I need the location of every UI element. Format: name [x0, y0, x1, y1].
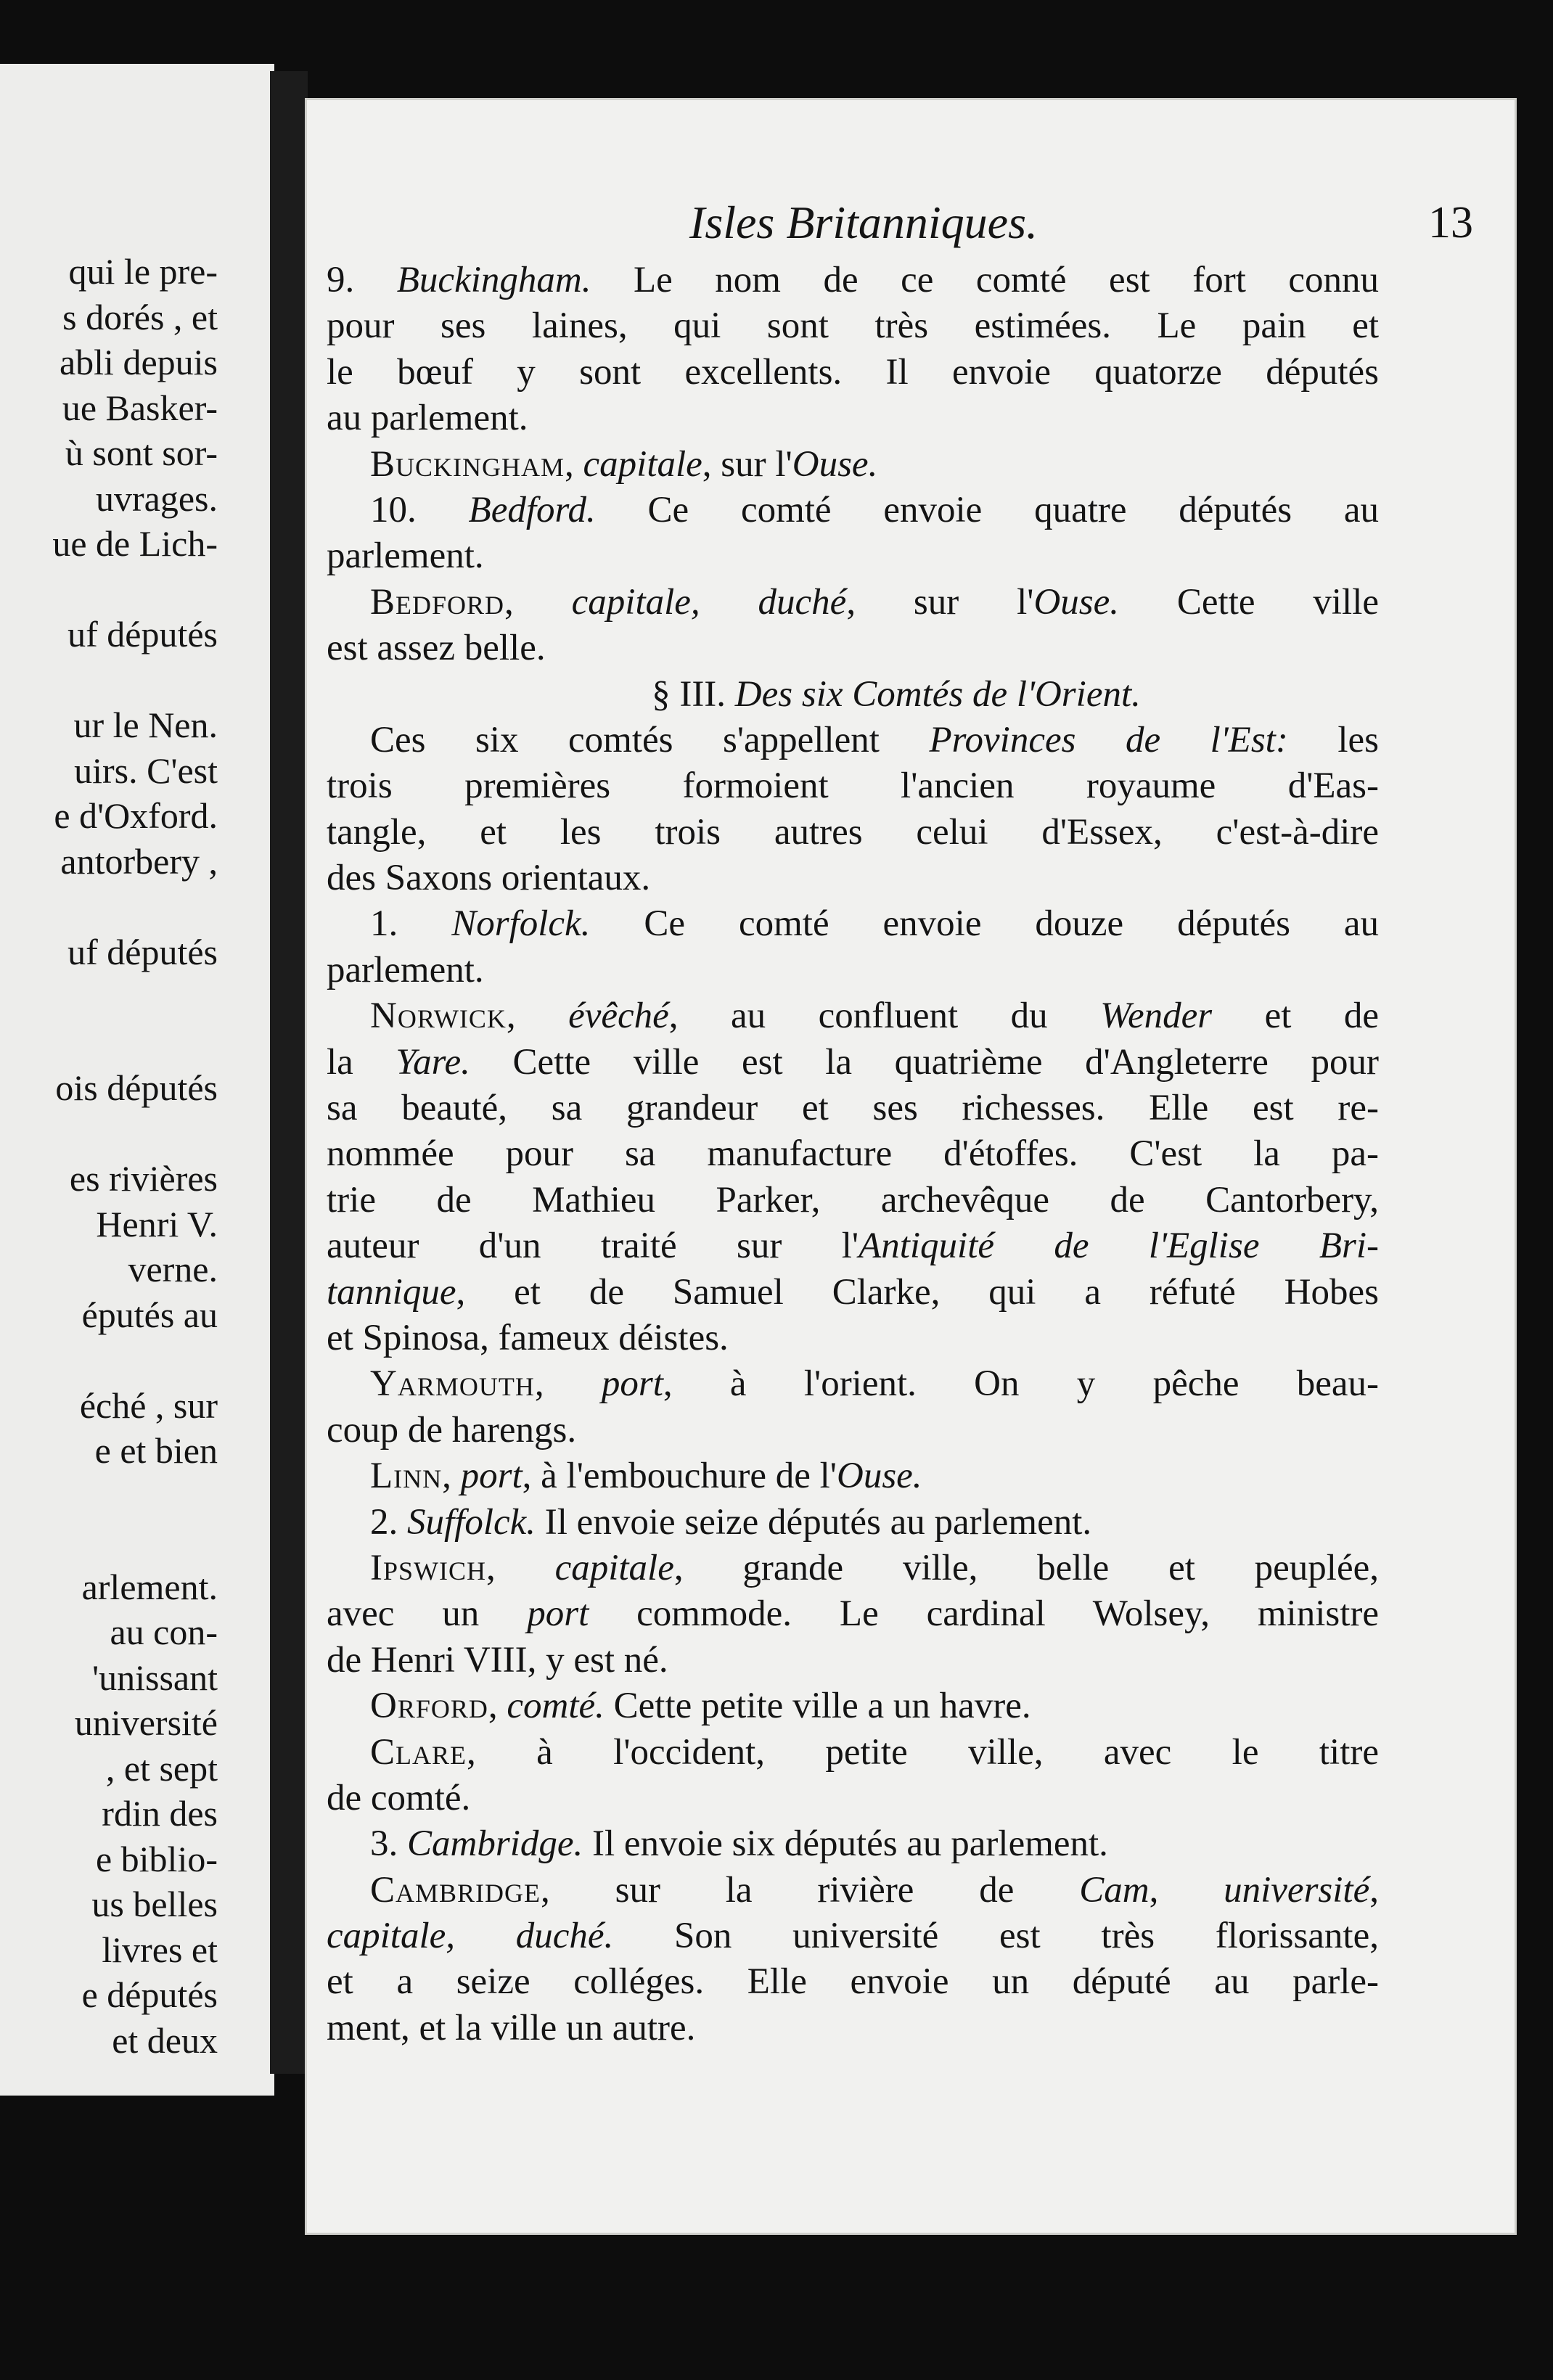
text-run: commode. Le cardinal Wolsey, ministre — [589, 1593, 1379, 1635]
text-run: , au confluent du — [668, 996, 1101, 1037]
text-line — [327, 1683, 1379, 1729]
text-run: , — [442, 1456, 461, 1497]
facing-page-line: uf députés — [67, 614, 218, 654]
italic-text: Cambridge. — [407, 1823, 583, 1865]
facing-page-line — [0, 1111, 218, 1157]
facing-page-line: arlement. — [81, 1566, 218, 1607]
facing-page-line: antorbery , — [60, 840, 218, 882]
text-run: , — [506, 996, 569, 1037]
text-run: Ces six comtés s'appellent — [370, 719, 930, 760]
facing-page-line: ue Basker- — [62, 387, 218, 428]
facing-page-line: 'unissant — [92, 1657, 218, 1698]
text-line — [327, 1178, 1379, 1223]
text-run: ment, et la ville un autre. — [327, 2007, 696, 2048]
facing-page-line — [0, 1020, 218, 1066]
text-run: coup de harengs. — [327, 1409, 577, 1450]
text-line — [327, 1730, 1379, 1776]
facing-page-text — [0, 249, 218, 2063]
facing-page-line: livres et — [102, 1929, 218, 1970]
text-run: Ce comté envoie douze députés au — [590, 903, 1380, 945]
text-line — [327, 1913, 1379, 1959]
facing-page-line: qui le pre- — [68, 251, 218, 292]
place-name: Buckingham — [370, 443, 565, 485]
facing-page-fragment — [0, 64, 274, 2096]
text-run: avec un — [327, 1593, 528, 1635]
text-run: Cette petite ville a un havre. — [604, 1686, 1031, 1727]
text-line — [327, 763, 1379, 809]
italic-text: capitale, duché. — [327, 1916, 614, 1957]
text-run: , — [1369, 1869, 1379, 1911]
text-line — [327, 1591, 1379, 1637]
text-run: trois premières formoient l'ancien royaume d'Eas- — [327, 766, 1379, 807]
text-run: nommée pour sa manufacture d'étoffes. C'est la pa- — [327, 1133, 1379, 1175]
facing-page-line — [0, 657, 218, 703]
text-line — [327, 350, 1379, 395]
text-run: 3. — [370, 1823, 407, 1865]
text-line — [327, 1361, 1379, 1407]
italic-text: Wender — [1100, 996, 1213, 1037]
facing-page-line: s dorés , et — [62, 296, 218, 337]
text-run: au parlement. — [327, 398, 528, 439]
text-line — [327, 810, 1379, 855]
text-line — [327, 1270, 1379, 1316]
page-number: 13 — [1428, 198, 1473, 247]
section-heading — [327, 672, 1379, 718]
text-run: , — [534, 1363, 602, 1405]
text-line — [327, 1223, 1379, 1269]
text-run: Son université est très florissante, — [613, 1916, 1379, 1957]
text-line — [327, 488, 1379, 533]
facing-page-line: au con- — [110, 1612, 218, 1652]
italic-text: Ouse. — [792, 443, 878, 485]
text-run: est assez belle. — [327, 628, 546, 669]
facing-page-line: abli depuis — [59, 342, 218, 382]
facing-page-line: e d'Oxford. — [54, 795, 218, 836]
italic-text: Buckingham. — [396, 260, 591, 300]
text-run: tangle, et les trois autres celui d'Essex, c'est-à-dire — [327, 811, 1379, 853]
text-run: 10. — [370, 489, 469, 530]
text-run: Cette ville est la quatrième d'Angleterre pour — [470, 1041, 1379, 1083]
italic-text: Provinces de l'Est: — [929, 719, 1288, 760]
facing-page-line: rdin des — [102, 1793, 218, 1834]
text-line — [327, 1638, 1379, 1683]
facing-page-line: Henri V. — [96, 1203, 218, 1244]
italic-text: tannique — [327, 1271, 456, 1313]
italic-text: capitale — [554, 1547, 674, 1588]
text-run: les — [1287, 719, 1379, 760]
running-title: Isles Britanniques. — [689, 197, 1038, 248]
text-line — [327, 1086, 1379, 1131]
text-run: , sur la rivière de — [541, 1869, 1080, 1911]
text-line — [327, 1408, 1379, 1453]
italic-text: Bedford. — [468, 489, 596, 530]
place-name: Linn — [370, 1456, 443, 1497]
text-run: et de — [1212, 996, 1379, 1037]
italic-text: évêché — [568, 996, 669, 1037]
facing-page-line: e biblio- — [95, 1838, 218, 1879]
text-run: 2. — [370, 1501, 407, 1543]
text-line — [327, 1776, 1379, 1821]
text-line — [327, 718, 1379, 763]
page-header — [305, 194, 1517, 252]
text-line — [327, 855, 1379, 901]
italic-text: Suffolck. — [407, 1501, 536, 1543]
text-run: , à l'occident, petite ville, avec le titre — [467, 1731, 1379, 1773]
facing-page-line: et deux — [112, 2019, 218, 2061]
book-gutter — [270, 71, 308, 2074]
text-run: la — [327, 1041, 396, 1083]
text-run: , à l'orient. On y pêche beau- — [663, 1363, 1380, 1405]
text-line — [327, 948, 1379, 993]
text-run: auteur d'un traité sur l' — [327, 1226, 859, 1267]
text-run: parlement. — [327, 536, 484, 577]
italic-text: capitale — [583, 443, 702, 485]
text-run: , — [488, 1686, 507, 1727]
text-run: Ce comté envoie quatre députés au — [595, 489, 1380, 530]
text-line — [327, 442, 1379, 488]
facing-page-line — [0, 567, 218, 612]
italic-text: port — [601, 1363, 663, 1405]
place-name: Cambridge — [370, 1869, 541, 1911]
text-run: et a seize colléges. Elle envoie un député au parle- — [327, 1961, 1379, 2003]
text-run: Il envoie six députés au parlement. — [583, 1823, 1108, 1865]
facing-page-line — [0, 884, 218, 930]
italic-text: Ouse. — [1033, 581, 1120, 623]
text-run: Le nom de ce comté est fort connu — [591, 260, 1380, 300]
italic-text: capitale, duché — [571, 581, 847, 623]
text-line — [327, 258, 1379, 303]
book-page — [305, 98, 1517, 2235]
text-line — [327, 1131, 1379, 1177]
facing-page-line: université — [74, 1702, 218, 1743]
italic-text: Antiquité de l'Eglise Bri- — [859, 1226, 1379, 1267]
text-run: 1. — [370, 903, 452, 945]
text-line — [327, 1500, 1379, 1546]
text-line — [327, 2006, 1379, 2051]
facing-page-line: verne. — [128, 1249, 218, 1289]
facing-page-line: ue de Lich- — [52, 523, 218, 564]
text-line — [327, 993, 1379, 1039]
text-line — [327, 1316, 1379, 1361]
facing-page-line: ur le Nen. — [73, 705, 218, 745]
text-run: de comté. — [327, 1777, 471, 1818]
text-run: des Saxons orientaux. — [327, 858, 651, 899]
italic-text: comté. — [507, 1686, 605, 1727]
text-line — [327, 901, 1379, 947]
text-run: parlement. — [327, 949, 484, 990]
text-run: , à l'embouchure de l' — [522, 1456, 837, 1497]
italic-text: Norfolck. — [451, 903, 591, 945]
text-line — [327, 1959, 1379, 2005]
facing-page-line — [0, 1474, 218, 1519]
place-name: Orford — [370, 1686, 488, 1727]
text-line — [327, 1868, 1379, 1913]
facing-page-line: ù sont sor- — [65, 432, 218, 473]
facing-page-line: uirs. C'est — [74, 750, 218, 791]
text-run: Il envoie seize députés au parlement. — [536, 1501, 1092, 1543]
italic-text: port — [460, 1456, 523, 1497]
text-line — [327, 533, 1379, 579]
text-run: , — [565, 443, 583, 485]
text-run: Cette ville — [1119, 581, 1379, 623]
text-run: , — [486, 1547, 555, 1588]
place-name: Ipswich — [370, 1547, 487, 1588]
text-run: et Spinosa, fameux déistes. — [327, 1317, 729, 1358]
text-line — [327, 303, 1379, 349]
facing-page-line: ois députés — [55, 1067, 218, 1108]
text-line — [327, 1546, 1379, 1591]
text-run: pour ses laines, qui sont très estimées. Le pain et — [327, 305, 1379, 347]
facing-page-line: e députés — [81, 1974, 218, 2015]
place-name: Clare — [370, 1731, 467, 1773]
facing-page-line — [0, 1519, 218, 1564]
text-line — [327, 1821, 1379, 1867]
text-line — [327, 625, 1379, 671]
facing-page-line: , et sept — [105, 1747, 218, 1789]
italic-text: Yare. — [396, 1041, 470, 1083]
text-run: , — [504, 581, 572, 623]
facing-page-line — [0, 1337, 218, 1383]
facing-page-line: éché , sur — [79, 1384, 218, 1426]
text-run: , sur l' — [702, 443, 792, 485]
text-line — [327, 395, 1379, 441]
facing-page-line: e et bien — [94, 1430, 218, 1471]
place-name: Norwick — [370, 996, 507, 1037]
text-line — [327, 1453, 1379, 1499]
facing-page-line: uvrages. — [96, 477, 218, 519]
text-run: de Henri VIII, y est né. — [327, 1639, 668, 1681]
facing-page-line — [0, 974, 218, 1020]
facing-page-line: éputés au — [81, 1294, 218, 1335]
facing-page-line: es rivières — [69, 1158, 218, 1199]
italic-text: Des six Comtés de l'Orient. — [734, 673, 1141, 715]
facing-page-line: us belles — [91, 1884, 218, 1924]
text-line — [327, 1040, 1379, 1086]
text-line — [327, 580, 1379, 625]
facing-page-line: uf députés — [67, 931, 218, 972]
place-name: Bedford — [370, 581, 505, 623]
text-run: le bœuf y sont excellents. Il envoie quatorze députés — [327, 351, 1379, 393]
italic-text: Cam — [1079, 1869, 1150, 1911]
text-run: § III. — [652, 673, 735, 715]
text-run: , — [1149, 1869, 1224, 1911]
text-run: , grande ville, belle et peuplée, — [673, 1547, 1380, 1588]
italic-text: port — [527, 1593, 589, 1635]
text-run: , sur l' — [846, 581, 1034, 623]
text-run: sa beauté, sa grandeur et ses richesses. Elle est re- — [327, 1088, 1379, 1129]
text-run: trie de Mathieu Parker, archevêque de Cantorbery, — [327, 1179, 1379, 1220]
text-run: , et de Samuel Clarke, qui a réfuté Hobes — [456, 1271, 1379, 1313]
italic-text: université — [1224, 1869, 1370, 1911]
body-text — [327, 258, 1379, 2051]
place-name: Yarmouth — [370, 1363, 535, 1405]
italic-text: Ouse. — [836, 1456, 922, 1497]
text-run: 9. — [327, 260, 397, 300]
